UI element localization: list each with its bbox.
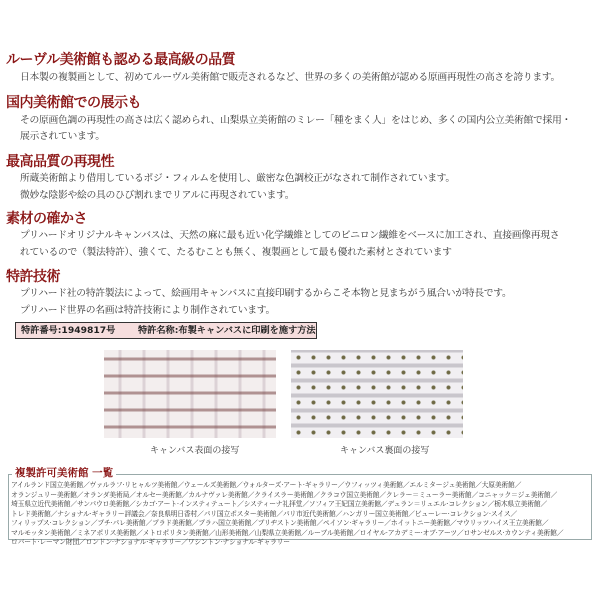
patent-info-box bbox=[15, 322, 317, 339]
museum-list-line: フィリップス·コレクション／プチ·パレ美術館／プラド美術館／プラハ国立美術館／ブリヂストン美術館／ペイソン·ギャラリー／ホイットニー美術館／マウリッツハイス王立美術館／ bbox=[11, 519, 549, 527]
heading-patent-tech: 特許技術 bbox=[6, 269, 60, 285]
heading-domestic-museums: 国内美術館での展示も bbox=[6, 95, 141, 111]
paragraph-line: 微妙な陰影や絵の具のひび割れまでリアルに再現されています。 bbox=[20, 190, 295, 201]
heading-material: 素材の確かさ bbox=[6, 211, 87, 227]
canvas-front-photo bbox=[104, 350, 276, 438]
paragraph-line: その原画色調の再現性の高さは広く認められ、山梨県立美術館のミレー「種をまく人」をはじめ、多くの国内公立美術館で採用・ bbox=[20, 115, 572, 126]
museum-list-line: マルモッタン美術館／ミネアポリス美術館／メトロポリタン美術館／山形美術館／山梨県立美術館／ルーブル美術館／ロイヤル·アカデミー·オブ·アーツ／ロサンゼルス·カウンティ美術館／ bbox=[11, 528, 564, 537]
heading-louvre-quality: ルーヴル美術館も認める最高級の品質 bbox=[6, 52, 236, 68]
paragraph-line: プリハード社の特許製法によって、絵画用キャンバスに直接印刷するからこそ本物と見まちがう風合いが特長です。 bbox=[20, 288, 512, 299]
patent-name: 特許名称:布製キャンバスに印刷を施す方法 bbox=[138, 325, 316, 336]
paragraph-line: 所蔵美術館より借用しているポジ・フィルムを使用し、厳密な色調校正がなされて制作されています。 bbox=[20, 173, 455, 184]
paragraph-line: れているので（製法特許）、強くて、たるむことも無く、複製画として最も優れた素材とされています bbox=[20, 247, 452, 258]
photo-caption: キャンバス表面の接写 bbox=[150, 446, 240, 456]
museum-list-title: 複製許可美術館 一覧 bbox=[12, 465, 116, 480]
museum-list-line: 埼玉県立近代美術館／サンパウロ美術館／シカゴ·アート·インスティテュート／システィーナ礼拝堂／ソフィア王妃国立美術館／デュラン＝リュエル·コレクション／栃木県立美術館／ bbox=[11, 500, 548, 508]
heading-reproduction: 最高品質の再現性 bbox=[6, 154, 114, 170]
museum-list-line: オランジュリー美術館／オランダ美術局／オルセー美術館／カルナヴァレ美術館／クライスラー美術館／クラコウ国立美術館／クレラー＝ミューラー美術館／コニャック＝ジェ美術館／ bbox=[11, 490, 558, 499]
paragraph-line: プリハードオリジナルキャンバスは、天然の麻に最も近い化学繊維としてのビニロン繊維をベースに加工され、直接画像再現さ bbox=[20, 230, 560, 241]
museum-list-line: トレド美術館／ナショナル·ギャラリー評議会／奈良県明日香村／パリ国立ポスター美術館／パリ市近代美術館／ハンガリー国立美術館／ビューレー·コレクション·スイス／ bbox=[11, 509, 518, 518]
museum-list-line: アイルランド国立美術館／ヴァルラフ·リヒャルツ美術館／ウェールズ美術館／ウォルターズ·アート·ギャラリー／ウフィッツィ美術館／エルミタージュ美術館／大原美術館／ bbox=[11, 481, 522, 489]
paragraph-line: 展示されています。 bbox=[20, 131, 105, 142]
canvas-back-photo bbox=[291, 350, 463, 438]
photo-caption: キャンバス裏面の接写 bbox=[340, 446, 430, 456]
paragraph-line: 日本製の複製画として、初めてルーヴル美術館で販売されるなど、世界の多くの美術館が認める原画再現性の高さを誇ります。 bbox=[20, 72, 561, 83]
patent-number: 特許番号:1949817号 bbox=[21, 325, 116, 336]
paragraph-line: プリハード世界の名画は特許技術により制作されています。 bbox=[20, 305, 275, 316]
museum-list-line: ロバート·レーマン財団／ロンドン·ナショナル·ギャラリー／ワシントン·ナショナル·ギャラリー bbox=[11, 538, 290, 546]
